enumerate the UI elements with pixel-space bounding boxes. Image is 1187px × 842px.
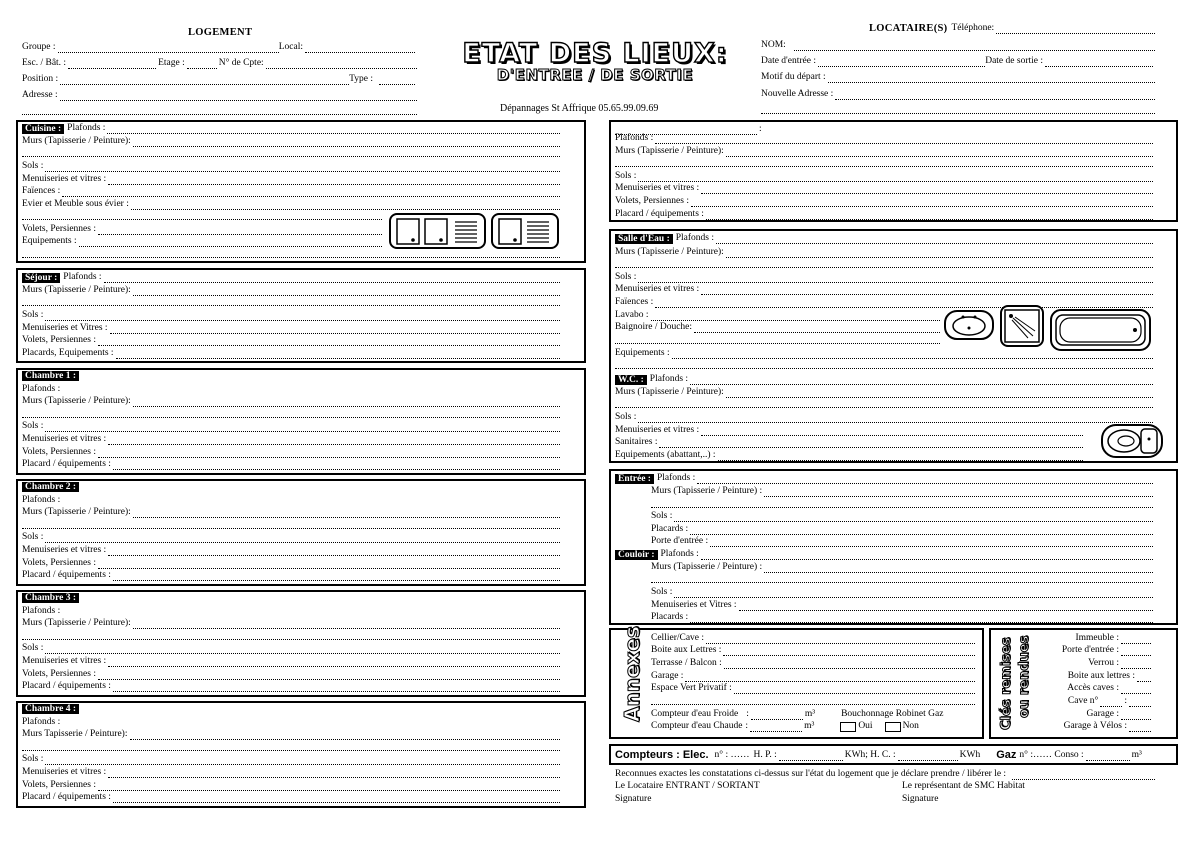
cuisine-menuiseries-field[interactable] [108,176,560,185]
chambre4-murs-field-2[interactable] [22,742,560,751]
wc-menuiseries-field[interactable] [701,427,1083,436]
depannages-text: Dépannages St Affrique 05.65.99.09.69 [500,103,659,114]
kitchen-appliances-icon [389,213,561,249]
sejour-menuiseries-label: Menuiseries et Vitres : [22,323,108,333]
chambre1-sols-label: Sols : [22,421,44,431]
extra-plafonds-field[interactable] [655,135,1153,144]
cle-cave-n-label: Cave n° [1067,696,1099,706]
cle-immeuble-field[interactable] [1121,635,1151,644]
chambre3-placard-label: Placard / équipements : [22,681,111,691]
cle-boite-label: Boite aux lettres : [1067,671,1135,681]
annexe-garage-label: Garage : [651,671,684,681]
chambre4-menuiseries-field[interactable] [108,769,560,778]
date-entree-field[interactable] [818,58,985,67]
chambre4-murs-field[interactable] [130,731,561,740]
cuisine-faiences-label: Faïences : [22,186,61,196]
telephone-label: Téléphone: [951,23,995,33]
cle-boite-field[interactable] [1137,673,1151,682]
chambre2-volets-label: Volets, Persiennes : [22,558,96,568]
sejour-volets-field[interactable] [98,337,560,346]
chambre1-tag: Chambre 1 : [22,371,79,381]
chambre1-placard-field[interactable] [113,461,560,470]
cle-immeuble-label: Immeuble : [1075,633,1119,643]
salle-eau-lavabo-field[interactable] [651,312,940,321]
cuisine-equipements-field[interactable] [79,238,382,247]
esc-label: Esc. / Bât. : [22,58,67,68]
chambre2-menuiseries-field[interactable] [108,547,560,556]
motif-row [761,72,1155,83]
salle-eau-equipements-field-2[interactable] [615,360,1153,369]
wc-equipements-field[interactable] [718,452,1083,461]
annexes-title: Annexes [620,626,644,722]
elec-hp-field[interactable] [779,752,843,761]
cpte-field[interactable] [266,60,417,69]
cuisine-evier-label: Evier et Meuble sous évier : [22,199,129,209]
motif-label: Motif du départ : [761,72,826,82]
cles-title-2: ou rendues [1017,635,1032,718]
chambre1-murs-field[interactable] [133,398,560,407]
cle-garage-label: Garage : [1086,709,1119,719]
couloir-murs-field-2[interactable] [651,574,1153,583]
sejour-plafonds-label: Plafonds : [63,272,102,282]
entree-sols-label: Sols : [651,511,673,521]
annexe-terrasse-field[interactable] [724,660,975,669]
nouvelle-adresse-row-2 [761,105,1155,114]
esc-field[interactable] [68,60,156,69]
annexe-boite-label: Boite aux Lettres : [651,645,722,655]
signature-locataire: Signature [615,794,652,804]
chambre4-sols-field[interactable] [45,756,560,765]
non-checkbox[interactable] [885,722,901,732]
wc-sols-field[interactable] [638,414,1153,423]
chambre3-menuiseries-label: Menuiseries et vitres : [22,656,107,666]
elec-hp-label: H. P. : [753,750,777,760]
chambre1-murs-label: Murs (Tapisserie / Peinture): [22,396,131,406]
couloir-plafonds-label: Plafonds : [660,549,699,559]
extra-murs-label: Murs (Tapisserie / Peinture): [615,146,724,156]
extra-menuiseries-label: Menuiseries et vitres : [615,183,700,193]
gaz-title: Gaz [996,749,1017,761]
chambre2-murs-label: Murs (Tapisserie / Peinture): [22,507,131,517]
entree-murs-field-2[interactable] [651,499,1153,508]
chambre2-menuiseries-label: Menuiseries et vitres : [22,545,107,555]
couloir-menuiseries-label: Menuiseries et Vitres : [651,600,737,610]
compteur-froide-field[interactable] [751,711,803,720]
adresse-field-2[interactable] [22,106,417,115]
salle-eau-sols-label: Sols : [615,272,637,282]
locataire-row [869,23,1155,34]
elec-kwh-unit: KWh [959,750,981,760]
chambre2-plafonds-label: Plafonds : [22,495,61,505]
position-row [22,74,417,85]
salle-eau-plafonds-field[interactable] [716,235,1153,244]
chambre2-sols-label: Sols : [22,532,44,542]
wc-equipements-label: Equipements (abattant,..) : [615,450,716,460]
compteur-chaude-field[interactable] [750,723,802,732]
motif-field[interactable] [828,74,1155,83]
chambre2-volets-field[interactable] [98,560,560,569]
non-label: Non [902,721,919,731]
sink-icon [944,310,994,340]
sejour-placards-field[interactable] [116,350,560,359]
wc-plafonds-field[interactable] [690,376,1153,385]
couloir-sols-label: Sols : [651,587,673,597]
entree-sols-field[interactable] [674,513,1153,522]
cuisine-murs-field-2[interactable] [22,148,560,157]
sejour-volets-label: Volets, Persiennes : [22,335,96,345]
salle-eau-menuiseries-label: Menuiseries et vitres : [615,284,700,294]
cuisine-sols-label: Sols : [22,161,44,171]
cle-verrou-label: Verrou : [1088,658,1119,668]
chambre3-tag: Chambre 3 : [22,593,79,603]
extra-volets-field[interactable] [691,198,1153,207]
cle-garage-field[interactable] [1121,711,1151,720]
cuisine-menuiseries-label: Menuiseries et vitres : [22,174,107,184]
sejour-tag: Séjour : [22,273,60,283]
couloir-murs-field[interactable] [764,564,1153,573]
salle-eau-equipements-label: Equipements : [615,348,670,358]
cuisine-plafonds-field[interactable] [107,125,560,134]
chambre3-volets-label: Volets, Persiennes : [22,669,96,679]
extra-volets-label: Volets, Persiennes : [615,196,689,206]
salle-eau-baignoire-field-2[interactable] [615,335,940,344]
cuisine-murs-field[interactable] [133,138,560,147]
salle-eau-murs-field[interactable] [726,249,1153,258]
adresse-label: Adresse : [22,90,58,100]
wc-murs-label: Murs (Tapisserie / Peinture): [615,387,724,397]
sejour-sols-field[interactable] [45,312,560,321]
cle-porte-label: Porte d'entrée : [1061,645,1119,655]
adresse-row [22,90,417,101]
chambre4-tag: Chambre 4 : [22,704,79,714]
signature-representant: Signature [902,794,939,804]
chambre3-murs-label: Murs (Tapisserie / Peinture): [22,618,131,628]
extra-plafonds-label: Plafonds : [615,133,654,143]
chambre1-menuiseries-label: Menuiseries et vitres : [22,434,107,444]
cle-verrou-field[interactable] [1121,660,1151,669]
sejour-placards-label: Placards, Equipements : [22,348,114,358]
couloir-sols-field[interactable] [674,589,1153,598]
wc-sols-label: Sols : [615,412,637,422]
chambre4-placard-label: Placard / équipements : [22,792,111,802]
sejour-menuiseries-field[interactable] [110,325,560,334]
cles-title-1: Clés remises [999,637,1014,730]
salle-eau-faiences-field[interactable] [655,299,1153,308]
nom-row [761,40,1155,51]
wc-menuiseries-label: Menuiseries et vitres : [615,425,700,435]
chambre1-sols-field[interactable] [45,423,560,432]
compteurs-title: Compteurs : Elec. [615,749,709,761]
entree-murs-label: Murs (Tapisserie / Peinture) : [651,486,763,496]
cuisine-plafonds-label: Plafonds : [67,123,106,133]
extra-sols-field[interactable] [638,173,1153,182]
date-sortie-field[interactable] [1045,58,1153,67]
local-label: Local: [278,42,303,52]
chambre4-plafonds-label: Plafonds : [22,717,61,727]
salle-eau-lavabo-label: Lavabo : [615,310,649,320]
representant-signature-title: Le représentant de SMC Habitat [902,781,1025,791]
elec-hc-label: KWh; H. C. : [844,750,896,760]
chambre2-tag: Chambre 2 : [22,482,79,492]
etage-label: Etage : [158,58,185,68]
sejour-murs-field[interactable] [133,287,560,296]
compteur-chaude-label: Compteur d'eau Chaude [651,721,743,731]
chambre3-volets-field[interactable] [98,671,560,680]
cuisine-equipements-field-2[interactable] [22,249,560,258]
annexe-espace-vert-field[interactable] [734,685,975,694]
cuisine-volets-field[interactable] [98,226,382,235]
compteur-chaude-unit: m³ [804,721,815,731]
extra-room-colon: : [759,124,762,134]
cuisine-murs-label: Murs (Tapisserie / Peinture): [22,136,131,146]
toilet-icon [1101,424,1163,458]
chambre3-placard-field[interactable] [113,683,560,692]
gaz-unit: m³ [1131,750,1142,760]
annexe-espace-vert-field-2[interactable] [651,696,975,705]
chambre3-sols-label: Sols : [22,643,44,653]
groupe-field[interactable] [58,44,279,53]
chambre4-volets-label: Volets, Persiennes : [22,780,96,790]
chambre2-murs-field-2[interactable] [22,520,560,529]
type-field[interactable] [379,76,415,85]
entree-murs-field[interactable] [764,488,1153,497]
main-title: ETAT DES LIEUX: [462,38,728,69]
cuisine-equipements-label: Equipements : [22,236,77,246]
chambre3-plafonds-label: Plafonds : [22,606,61,616]
entree-porte-field[interactable] [710,538,1153,547]
annexe-terrasse-label: Terrasse / Balcon : [651,658,722,668]
extra-placard-field[interactable] [706,211,1153,220]
extra-sols-label: Sols : [615,171,637,181]
chambre4-placard-field[interactable] [113,794,560,803]
elec-n-label: n° : …… [714,750,750,760]
chambre1-volets-field[interactable] [98,449,560,458]
salle-eau-plafonds-label: Plafonds : [675,233,715,243]
wc-sanitaires-field[interactable] [659,439,1083,448]
locataire-title: LOCATAIRE(S) [869,23,948,34]
dates-row [761,56,1155,67]
telephone-field[interactable] [996,25,1155,34]
wc-plafonds-label: Plafonds : [649,374,689,384]
annexe-garage-field[interactable] [685,673,975,682]
sub-title: D'ENTREE / DE SORTIE [496,66,694,84]
cpte-label: N° de Cpte: [218,58,264,68]
entree-placards-field[interactable] [690,526,1153,535]
cle-porte-field[interactable] [1121,647,1151,656]
chambre3-sols-field[interactable] [45,645,560,654]
etage-field[interactable] [187,60,217,69]
groupe-row [22,42,417,53]
salle-eau-faiences-label: Faïences : [615,297,654,307]
chambre1-volets-label: Volets, Persiennes : [22,447,96,457]
bouchonnage-label: Bouchonnage Robinet Gaz [841,709,944,719]
extra-placard-label: Placard / équipements : [615,209,704,219]
couloir-placards-label: Placards : [651,612,689,622]
couloir-menuiseries-field[interactable] [739,602,1153,611]
reconnues-text: Reconnues exactes les constatations ci-dessus sur l'état du logement que je déclare prendre / libérer le : [615,769,1007,779]
cle-velos-field[interactable] [1129,723,1151,732]
chambre1-murs-field-2[interactable] [22,409,560,418]
logement-title: LOGEMENT [188,27,253,38]
cuisine-faiences-field[interactable] [62,188,560,197]
chambre2-murs-field[interactable] [133,509,560,518]
salle-eau-baignoire-label: Baignoire / Douche: [615,322,693,332]
annexe-cellier-label: Cellier/Cave : [651,633,705,643]
compteur-froide-row: Compteur d'eau Froide : m³ Bouchonnage Robinet Gaz [651,709,944,719]
wc-murs-field[interactable] [726,389,1153,398]
entree-placards-label: Placards : [651,524,689,534]
cle-caves-field[interactable] [1121,685,1151,694]
chambre4-sols-label: Sols : [22,754,44,764]
date-sortie-label: Date de sortie : [985,56,1043,66]
oui-label: Oui [858,721,873,731]
sejour-murs-label: Murs (Tapisserie / Peinture): [22,285,131,295]
entree-plafonds-field[interactable] [697,475,1153,484]
nouvelle-adresse-field[interactable] [835,91,1155,100]
chambre4-murs-label: Murs Tapisserie / Peinture): [22,729,128,739]
extra-menuiseries-field[interactable] [701,185,1153,194]
wc-tag: W.C. : [615,375,647,385]
date-entree-label: Date d'entrée : [761,56,816,66]
position-label: Position : [22,74,59,84]
extra-murs-field[interactable] [726,148,1153,157]
entree-plafonds-label: Plafonds : [656,473,696,483]
elec-hc-field[interactable] [898,752,958,761]
cle-caves-label: Accès caves : [1067,683,1119,693]
sejour-plafonds-field[interactable] [104,274,560,283]
esc-row [22,58,417,69]
cuisine-evier-field[interactable] [131,201,560,210]
local-field[interactable] [305,44,415,53]
nom-label: NOM: [761,40,786,50]
chambre1-plafonds-label: Plafonds : [22,384,61,394]
chambre3-murs-field-2[interactable] [22,631,560,640]
nouvelle-adresse-field-2[interactable] [761,105,1155,114]
couloir-plafonds-field[interactable] [701,551,1153,560]
chambre3-menuiseries-field[interactable] [108,658,560,667]
nom-field[interactable] [794,42,1155,51]
locataire-signature-title: Le Locataire ENTRANT / SORTANT [615,781,760,791]
compteur-chaude-row: Compteur d'eau Chaude : m³ Oui Non [651,721,919,731]
cuisine-evier-field-2[interactable] [22,211,382,220]
adresse-row-2 [22,106,417,115]
position-field[interactable] [60,76,349,85]
groupe-label: Groupe : [22,42,56,52]
shower-icon [1000,305,1044,347]
couloir-placards-field[interactable] [690,614,1153,623]
cle-cave-n-field[interactable] [1100,698,1122,707]
salle-eau-equipements-field[interactable] [672,350,1153,359]
entree-porte-label: Porte d'entrée : [651,536,709,546]
cuisine-tag: Cuisine : [22,124,64,134]
couloir-tag: Couloir : [615,550,658,560]
chambre2-placard-field[interactable] [113,572,560,581]
compteurs-row [615,750,1170,761]
compteur-froide-label: Compteur d'eau Froide [651,709,739,719]
chambre3-murs-field[interactable] [133,620,560,629]
salle-eau-baignoire-field[interactable] [694,324,940,333]
chambre1-menuiseries-field[interactable] [108,436,560,445]
salle-eau-menuiseries-field[interactable] [701,286,1153,295]
cle-cave-n-field-2[interactable] [1129,698,1151,707]
salle-eau-murs-field-2[interactable] [615,259,1153,268]
extra-murs-field-2[interactable] [615,158,1153,167]
entree-tag: Entrée : [615,474,654,484]
couloir-murs-label: Murs (Tapisserie / Peinture) : [651,562,763,572]
gaz-n-label: n° :…… Conso : [1019,750,1084,760]
annexe-espace-vert-label: Espace Vert Privatif : [651,683,732,693]
annexe-boite-field[interactable] [723,647,975,656]
compteur-froide-unit: m³ [804,709,816,719]
adresse-field[interactable] [60,92,417,101]
salle-eau-sols-field[interactable] [638,274,1153,283]
chambre4-menuiseries-label: Menuiseries et vitres : [22,767,107,777]
chambre2-placard-label: Placard / équipements : [22,570,111,580]
sejour-murs-field-2[interactable] [22,297,560,306]
sejour-sols-label: Sols : [22,310,44,320]
nouvelle-adresse-row [761,89,1155,100]
oui-checkbox[interactable] [840,722,856,732]
reconnues-date-field[interactable] [1012,771,1155,780]
salle-eau-tag: Salle d'Eau : [615,234,673,244]
bathtub-icon [1050,309,1151,351]
cuisine-volets-label: Volets, Persiennes : [22,224,96,234]
cle-velos-label: Garage à Vélos : [1063,721,1127,731]
annexe-cellier-field[interactable] [706,635,975,644]
gaz-conso-field[interactable] [1086,752,1130,761]
wc-sanitaires-label: Sanitaires : [615,437,658,447]
wc-murs-field-2[interactable] [615,399,1153,408]
chambre4-volets-field[interactable] [98,782,560,791]
cuisine-sols-field[interactable] [45,163,560,172]
nouvelle-adresse-label: Nouvelle Adresse : [761,89,834,99]
salle-eau-murs-label: Murs (Tapisserie / Peinture): [615,247,724,257]
type-label: Type : [349,74,373,84]
chambre2-sols-field[interactable] [45,534,560,543]
chambre1-placard-label: Placard / équipements : [22,459,111,469]
